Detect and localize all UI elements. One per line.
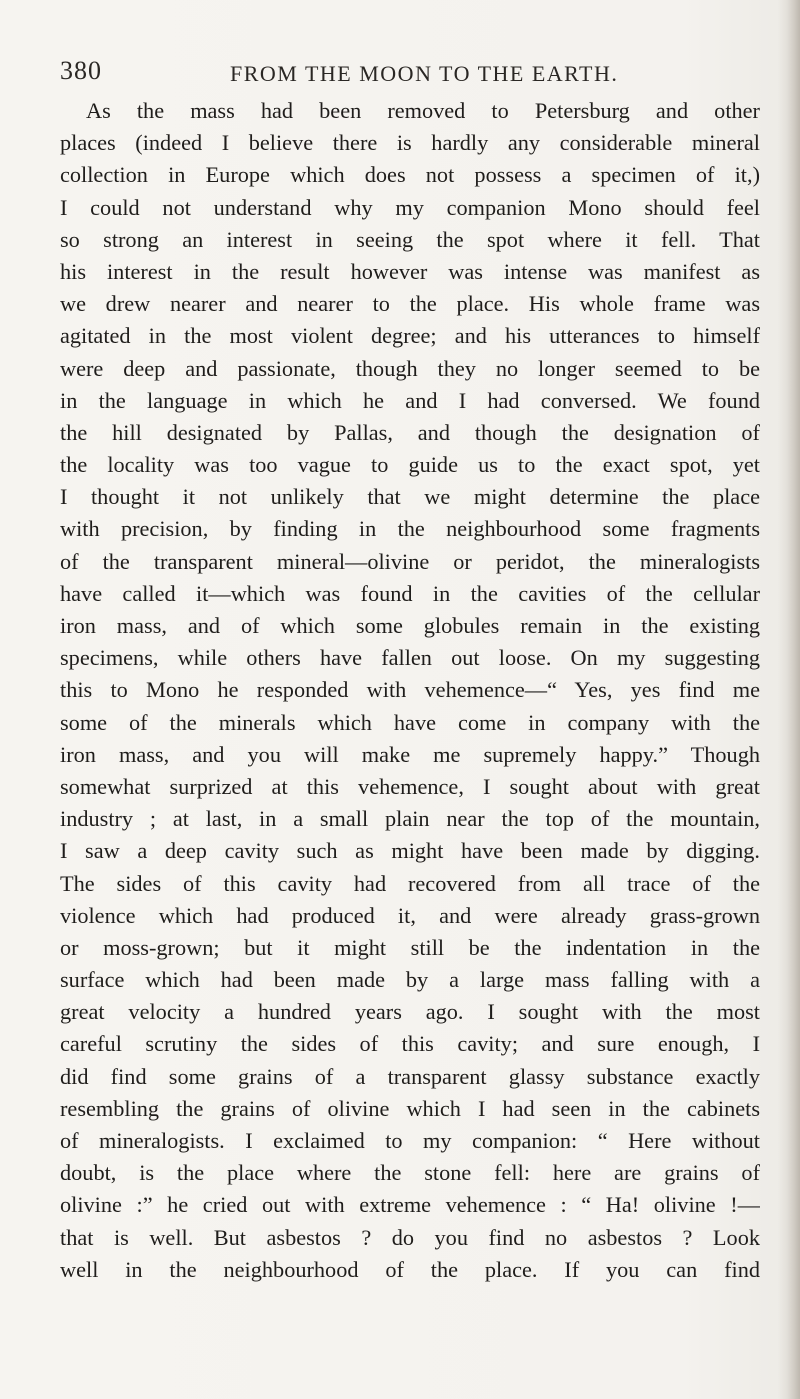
text-line: olivine :” he cried out with extreme vehemence : “ Ha! olivine !— bbox=[60, 1192, 760, 1218]
text-line: well in the neighbourhood of the place. If you can find bbox=[60, 1256, 760, 1282]
text-line: I thought it not unlikely that we might determine the place bbox=[60, 484, 760, 510]
text-line: I saw a deep cavity such as might have been made by digging. bbox=[60, 838, 760, 864]
text-line: that is well. But asbestos ? do you find no asbestos ? Look bbox=[60, 1224, 760, 1250]
text-line: his interest in the result however was intense was manifest as bbox=[60, 258, 760, 284]
text-line: careful scrutiny the sides of this cavity; and sure enough, I bbox=[60, 1031, 760, 1057]
page-edge-shadow bbox=[778, 0, 800, 1399]
text-line: resembling the grains of olivine which I had seen in the cabinets bbox=[60, 1095, 760, 1121]
text-line: some of the minerals which have come in company with the bbox=[60, 709, 760, 735]
text-line: of mineralogists. I exclaimed to my companion: “ Here without bbox=[60, 1128, 760, 1153]
text-line: iron mass, and of which some globules remain in the existing bbox=[60, 613, 760, 638]
text-line: this to Mono he responded with vehemence—“ Yes, yes find me bbox=[60, 677, 760, 703]
text-line: so strong an interest in seeing the spot where it fell. That bbox=[60, 226, 760, 252]
text-line: in the language in which he and I had conversed. We found bbox=[60, 387, 760, 413]
text-line: with precision, by finding in the neighbourhood some fragments bbox=[60, 516, 760, 542]
text-line: the hill designated by Pallas, and though the designation of bbox=[60, 419, 760, 445]
text-line: places (indeed I believe there is hardly any considerable mineral bbox=[60, 130, 760, 156]
text-line: iron mass, and you will make me supremely happy.” Though bbox=[60, 741, 760, 767]
text-line: the locality was too vague to guide us to the exact spot, yet bbox=[60, 452, 760, 478]
text-line: As the mass had been removed to Petersburg and other bbox=[86, 98, 760, 123]
text-line: have called it—which was found in the cavities of the cellular bbox=[60, 580, 760, 606]
text-line: did find some grains of a transparent glassy substance exactly bbox=[60, 1063, 760, 1089]
text-line: surface which had been made by a large mass falling with a bbox=[60, 967, 760, 993]
page-number: 380 bbox=[60, 56, 102, 85]
text-line: specimens, while others have fallen out loose. On my suggesting bbox=[60, 645, 760, 671]
text-line: doubt, is the place where the stone fell: here are grains of bbox=[60, 1160, 760, 1186]
text-line: were deep and passionate, though they no longer seemed to be bbox=[60, 355, 760, 381]
running-title: FROM THE MOON TO THE EARTH. bbox=[230, 61, 619, 86]
text-line: I could not understand why my companion Mono should feel bbox=[60, 194, 760, 220]
text-line: of the transparent mineral—olivine or peridot, the mineralogists bbox=[60, 548, 760, 574]
text-line: violence which had produced it, and were already grass-grown bbox=[60, 902, 760, 928]
text-line: great velocity a hundred years ago. I sought with the most bbox=[60, 999, 760, 1025]
body-text bbox=[60, 95, 760, 1286]
text-line: we drew nearer and nearer to the place. His whole frame was bbox=[60, 291, 760, 317]
text-line: collection in Europe which does not possess a specimen of it,) bbox=[60, 162, 760, 188]
text-line: somewhat surprized at this vehemence, I sought about with great bbox=[60, 773, 760, 799]
text-line: The sides of this cavity had recovered from all trace of the bbox=[60, 870, 760, 896]
text-line: or moss-grown; but it might still be the indentation in the bbox=[60, 934, 760, 960]
text-line: industry ; at last, in a small plain near the top of the mountain, bbox=[60, 806, 760, 832]
text-line: agitated in the most violent degree; and his utterances to himself bbox=[60, 323, 760, 349]
